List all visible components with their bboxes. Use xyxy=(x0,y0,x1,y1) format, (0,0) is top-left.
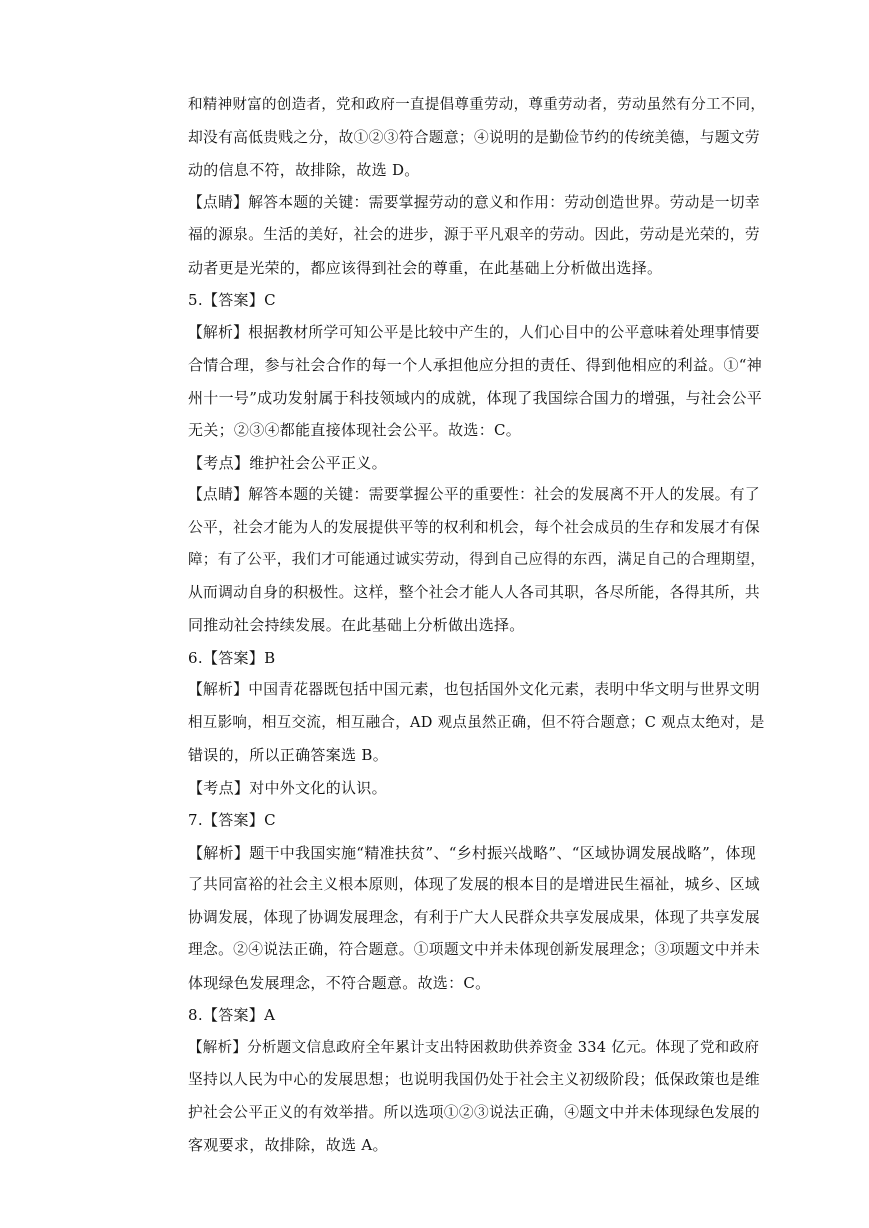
text-line: 却没有高低贵贱之分，故①②③符合题意；④说明的是勤俭节约的传统美德，与题文劳 xyxy=(188,128,760,146)
q6-topic xyxy=(188,772,768,805)
text-line: 相互影响，相互交流，相互融合，AD 观点虽然正确，但不符合题意；C 观点太绝对，是 xyxy=(188,714,765,731)
text-line: 【点睛】解答本题的关键：需要掌握公平的重要性：社会的发展离不开人的发展。有了 xyxy=(188,486,760,503)
text-line: 5.【答案】C xyxy=(188,291,276,309)
q5-explanation xyxy=(188,317,768,447)
text-line: 同推动社会持续发展。在此基础上分析做出选择。 xyxy=(188,616,525,634)
text-line: 理念。②④说法正确，符合题意。①项题文中并未体现创新发展理念；③项题文中并未 xyxy=(188,941,760,958)
text-line: 州十一号”成功发射属于科技领域内的成就，体现了我国综合国力的增强，与社会公平 xyxy=(188,388,763,407)
text-line: 【解析】根据教材所学可知公平是比较中产生的，人们心目中的公平意味着处理事情要 xyxy=(188,323,760,341)
q6-answer xyxy=(188,642,768,675)
text-line: 和精神财富的创造者，党和政府一直提倡尊重劳动，尊重劳动者，劳动虽然有分工不同， xyxy=(188,97,766,113)
q4-explanation-continued xyxy=(188,89,768,187)
q5-answer xyxy=(188,284,768,317)
text-line: 客观要求，故排除，故选 A。 xyxy=(188,1136,388,1154)
text-line: 动的信息不符，故排除，故选 D。 xyxy=(188,161,420,179)
text-line: 公平，社会才能为人的发展提供平等的权利和机会，每个社会成员的生存和发展才有保 xyxy=(188,518,760,536)
document-page xyxy=(188,89,768,1162)
text-line: 错误的，所以正确答案选 B。 xyxy=(188,746,388,764)
q5-comment xyxy=(188,479,768,642)
text-line: 无关；②③④都能直接体现社会公平。故选：C。 xyxy=(188,421,522,439)
text-line: 【点睛】解答本题的关键：需要掌握劳动的意义和作用：劳动创造世界。劳动是一切幸 xyxy=(188,193,760,211)
text-line: 【解析】题干中我国实施“精准扶贫”、“乡村振兴战略”、“区域协调发展战略”，体现 xyxy=(188,843,757,862)
text-line: 协调发展，体现了协调发展理念，有利于广大人民群众共享发展成果，体现了共享发展 xyxy=(188,908,760,926)
text-line: 6.【答案】B xyxy=(188,648,276,667)
text-line: 福的源泉。生活的美好，社会的进步，源于平凡艰辛的劳动。因此，劳动是光荣的，劳 xyxy=(188,226,760,243)
text-line: 【解析】分析题文信息政府全年累计支出特困救助供养资金 334 亿元。体现了党和政府 xyxy=(188,1039,760,1056)
text-line: 了共同富裕的社会主义根本原则，体现了发展的根本目的是增进民生福祉，城乡、区域 xyxy=(188,876,760,893)
text-line: 从而调动自身的积极性。这样，整个社会才能人人各司其职，各尽所能，各得其所，共 xyxy=(188,583,760,601)
text-line: 坚持以人民为中心的发展思想；也说明我国仍处于社会主义初级阶段；低保政策也是维 xyxy=(188,1071,760,1088)
text-line: 【考点】维护社会公平正义。 xyxy=(188,453,387,472)
q7-answer xyxy=(188,804,768,837)
text-line: 体现绿色发展理念，不符合题意。故选：C。 xyxy=(188,973,491,992)
q5-topic xyxy=(188,447,768,480)
text-line: 动者更是光荣的，都应该得到社会的尊重，在此基础上分析做出选择。 xyxy=(188,258,663,277)
text-line: 合情合理，参与社会合作的每一个人承担他应分担的责任、得到他相应的利益。①“神 xyxy=(188,356,763,374)
q8-answer xyxy=(188,999,768,1032)
q4-comment xyxy=(188,187,768,285)
q7-explanation xyxy=(188,837,768,1000)
text-line: 【考点】对中外文化的认识。 xyxy=(188,778,387,797)
text-line: 障；有了公平，我们才可能通过诚实劳动，得到自己应得的东西，满足自己的合理期望， xyxy=(188,552,766,568)
q6-explanation xyxy=(188,674,768,772)
text-line: 【解析】中国青花器既包括中国元素，也包括国外文化元素，表明中华文明与世界文明 xyxy=(188,681,760,698)
text-line: 8.【答案】A xyxy=(188,1006,276,1024)
text-line: 护社会公平正义的有效举措。所以选项①②③说法正确，④题文中并未体现绿色发展的 xyxy=(188,1103,760,1121)
text-line: 7.【答案】C xyxy=(188,811,276,829)
q8-explanation xyxy=(188,1032,768,1162)
